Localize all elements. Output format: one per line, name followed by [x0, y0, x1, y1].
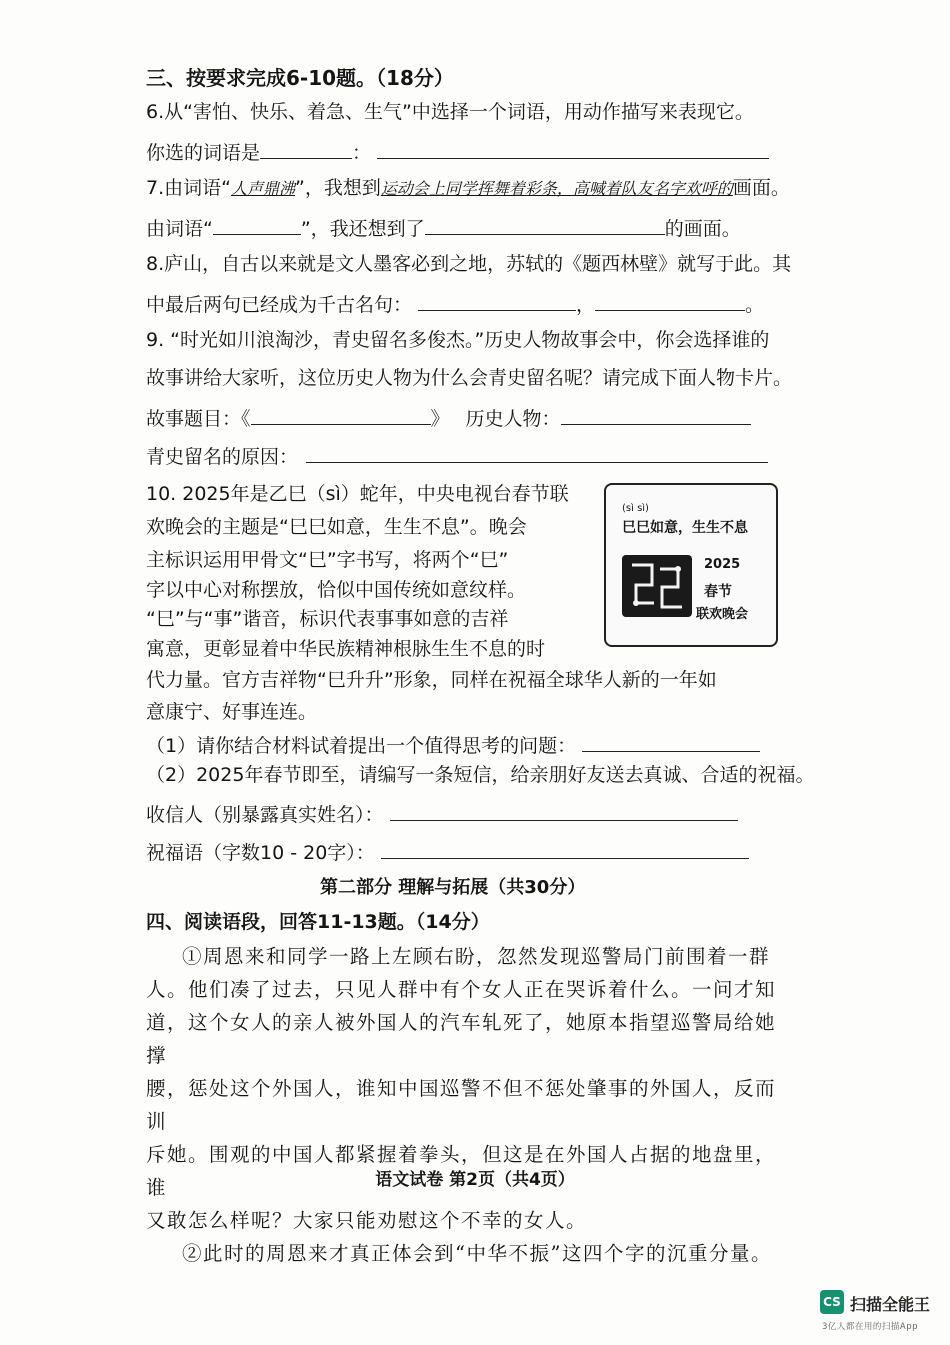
- q6-colon: ：: [352, 142, 372, 164]
- q7-example-word: 人声鼎沸: [230, 179, 295, 198]
- q8-answer-row: [146, 290, 764, 317]
- q10-line-4: 字以中心对称摆放，恰似中国传统如意纹样。: [146, 579, 527, 601]
- gala-logo-image: [604, 483, 778, 647]
- logo-motto: 巳巳如意，生生不息: [622, 520, 748, 536]
- oracle-bone-si-logo-icon: [622, 555, 692, 617]
- logo-line-2: 联欢晚会: [696, 607, 749, 622]
- passage-line-2: 人。他们凑了过去，只见人群中有个女人正在哭诉着什么。一问才知: [146, 978, 777, 1001]
- q10-sub2: （2）2025年春节即至，请编写一条短信，给亲朋好友送去真诚、合适的祝福。: [146, 764, 815, 786]
- q6-text: 6.从“害怕、快乐、着急、生气”中选择一个词语，用动作描写来表现它。: [146, 101, 754, 123]
- q7-mid: ”，我想到: [295, 177, 381, 199]
- camscanner-logo-icon: CS: [820, 1290, 844, 1314]
- q9-title-label: 故事题目：《: [146, 408, 251, 430]
- q6-word-blank[interactable]: [260, 138, 352, 159]
- q8-blank-1[interactable]: [418, 290, 576, 311]
- q9-person-label: 历史人物：: [465, 408, 561, 430]
- logo-year: 2025: [704, 557, 741, 572]
- passage-para-2: ②此时的周恩来才真正体会到“中华不振”这四个字的沉重分量。: [182, 1242, 772, 1265]
- q10-greeting-label: 祝福语（字数10 - 20字）：: [146, 842, 375, 864]
- q10-line-3: 主标识运用甲骨文“巳”字书写，将两个“巳”: [146, 549, 509, 571]
- q9-text: 9. “时光如川浪淘沙，青史留名多俊杰。”历史人物故事会中，你会选择谁的: [146, 329, 770, 351]
- part2-heading: 第二部分 理解与拓展（共30分）: [320, 877, 586, 898]
- q6-description-blank[interactable]: [377, 138, 769, 159]
- watermark-tagline: 3亿人都在用的扫描App: [822, 1322, 919, 1332]
- q7-word-blank[interactable]: [213, 214, 301, 235]
- passage-line-3: 道，这个女人的亲人被外国人的汽车轧死了，她原本指望巡警局给她撑: [146, 1011, 777, 1067]
- q8-comma: ，: [576, 294, 596, 316]
- q9-title-close: 》: [430, 408, 450, 430]
- q10-line-8: 意康宁、好事连连。: [146, 701, 318, 723]
- q7-scene-blank[interactable]: [425, 214, 665, 235]
- q10-line-5: “巳”与“事”谐音，标识代表事事如意的吉祥: [146, 608, 509, 630]
- page-footer: 语文试卷 第2页（共4页）: [375, 1170, 575, 1190]
- logo-pinyin: (sì sì): [622, 503, 649, 514]
- q7-line2-prefix: 由词语“: [146, 218, 213, 240]
- logo-line-1: 春节: [704, 584, 732, 600]
- q9-person-blank[interactable]: [561, 404, 751, 425]
- q10-recipient-blank[interactable]: [390, 800, 738, 821]
- q10-greeting-blank[interactable]: [381, 838, 749, 859]
- q10-sub1-row: [146, 731, 760, 758]
- q6-label: 你选的词语是: [146, 142, 261, 164]
- q7-prefix: 7.由词语“: [146, 177, 231, 199]
- q9-reason-label: 青史留名的原因：: [146, 446, 299, 468]
- passage-line-4: 腰，惩处这个外国人，谁知中国巡警不但不惩处肇事的外国人，反而训: [146, 1077, 777, 1133]
- q10-line-2: 欢晚会的主题是“巳巳如意，生生不息”。晚会: [146, 516, 527, 538]
- q7-line1: [146, 176, 790, 201]
- q9-card-row: [146, 404, 751, 431]
- q8-label: 中最后两句已经成为千古名句：: [146, 294, 413, 316]
- q10-sub1-label: （1）请你结合材料试着提出一个值得思考的问题：: [146, 735, 577, 757]
- section3-heading: 三、按要求完成6-10题。（18分）: [146, 66, 454, 90]
- q9-reason-row: [146, 442, 768, 469]
- q10-line-6: 寓意，更彰显着中华民族精神根脉生生不息的时: [146, 638, 546, 660]
- q8-end: 。: [745, 294, 765, 316]
- q8-blank-2[interactable]: [595, 290, 745, 311]
- watermark-app-name: 扫描全能王: [850, 1295, 931, 1314]
- passage-line-1: ①周恩来和同学一路上左顾右盼，忽然发现巡警局门前围着一群: [182, 945, 771, 968]
- q8-text: 8.庐山，自古以来就是文人墨客必到之地，苏轼的《题西林壁》就写于此。其: [146, 253, 792, 275]
- q10-greeting-row: [146, 838, 749, 865]
- q10-recipient-row: [146, 800, 738, 827]
- q10-line-7: 代力量。官方吉祥物“巳升升”形象，同样在祝福全球华人新的一年如: [146, 669, 717, 691]
- q7-handwritten-example: 运动会上同学挥舞着彩条，高喊着队友名字欢呼的: [380, 179, 733, 198]
- q7-end: 画面。: [732, 177, 790, 199]
- q7-line2-mid: ”，我还想到了: [300, 218, 425, 240]
- q6-answer-row: [146, 138, 769, 165]
- reading-passage: [146, 940, 786, 1270]
- passage-line-5: 斥她。围观的中国人都紧握着拳头，但这是在外国人占据的地盘里，谁: [146, 1143, 777, 1199]
- q9-text-2: 故事讲给大家听，这位历史人物为什么会青史留名呢？请完成下面人物卡片。: [146, 367, 793, 389]
- q9-title-blank[interactable]: [251, 404, 431, 425]
- q10-recipient-label: 收信人（别暴露真实姓名）：: [146, 804, 384, 826]
- q7-line2: [146, 214, 741, 241]
- q7-line2-end: 的画面。: [664, 218, 741, 240]
- section4-heading: 四、阅读语段，回答11-13题。（14分）: [146, 911, 490, 933]
- q10-line-1: 10. 2025年是乙巳（sì）蛇年，中央电视台春节联: [146, 483, 569, 505]
- q9-reason-blank[interactable]: [306, 442, 768, 463]
- q10-question-blank[interactable]: [582, 731, 760, 752]
- passage-line-6: 又敢怎么样呢？大家只能劝慰这个不幸的女人。: [146, 1209, 588, 1232]
